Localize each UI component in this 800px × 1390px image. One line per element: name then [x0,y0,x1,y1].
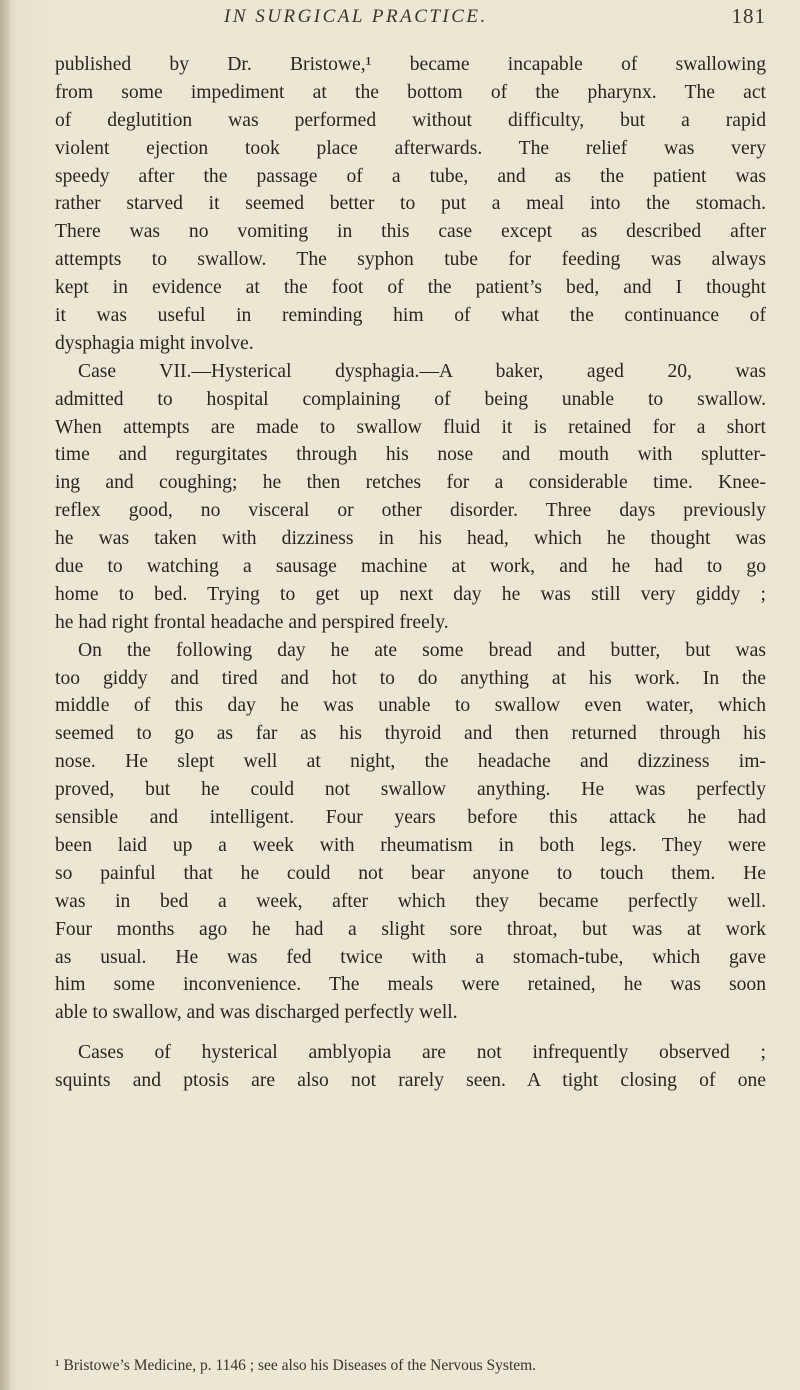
text-line: There was no vomiting in this case except as described after [55,221,766,243]
page-number: 181 [731,4,766,28]
text-line: On the following day he ate some bread and butter, but was [78,639,766,661]
text-line: of deglutition was performed without difficulty, but a rapid [55,109,766,131]
text-line: kept in evidence at the foot of the patient’s bed, and I thought [55,277,766,299]
text-line: attempts to swallow. The syphon tube for feeding was always [55,249,766,271]
text-line: ing and coughing; he then retches for a considerable time. Knee- [55,472,766,494]
text-line: dysphagia might involve. [55,332,254,354]
text-line: home to bed. Trying to get up next day he was still very giddy ; [55,583,766,605]
text-line: speedy after the passage of a tube, and as the patient was [55,165,766,187]
text-line: been laid up a week with rheumatism in both legs. They were [55,834,766,856]
text-line: him some inconvenience. The meals were retained, he was soon [55,974,766,996]
text-line: seemed to go as far as his thyroid and then returned through his [55,723,766,745]
text-line: he had right frontal headache and perspired freely. [55,611,449,633]
running-head [112,4,766,44]
paragraph-gap [55,1027,766,1039]
text-line: rather starved it seemed better to put a meal into the stomach. [55,193,766,215]
footnote: ¹ Bristowe’s Medicine, p. 1146 ; see also his Diseases of the Nervous System. [55,1357,537,1374]
text-line: as usual. He was fed twice with a stomach-tube, which gave [55,946,766,968]
text-line: nose. He slept well at night, the headache and dizziness im- [55,751,766,773]
text-line: violent ejection took place afterwards. The relief was very [55,137,766,159]
text-line: reflex good, no visceral or other disorder. Three days previously [55,500,766,522]
text-line: from some impediment at the bottom of the pharynx. The act [55,81,766,103]
text-line: When attempts are made to swallow fluid it is retained for a short [55,416,766,438]
text-line: was in bed a week, after which they became perfectly well. [55,890,766,912]
binding-edge [0,0,10,1390]
text-line: too giddy and tired and hot to do anything at his work. In the [55,667,766,689]
text-line: admitted to hospital complaining of being unable to swallow. [55,388,766,410]
body-text [55,51,766,1095]
text-line: middle of this day he was unable to swallow even water, which [55,695,766,717]
text-line: so painful that he could not bear anyone to touch them. He [55,862,766,884]
text-line: it was useful in reminding him of what the continuance of [55,305,766,327]
text-line: published by Dr. Bristowe,¹ became incapable of swallowing [55,54,766,75]
text-line: he was taken with dizziness in his head, which he thought was [55,528,766,550]
text-line: Cases of hysterical amblyopia are not infrequently observed ; [78,1042,766,1064]
text-line: Four months ago he had a slight sore throat, but was at work [55,918,766,940]
text-line: Case VII.—Hysterical dysphagia.—A baker, aged 20, was [78,360,766,382]
text-line: proved, but he could not swallow anything. He was perfectly [55,779,766,801]
running-title: IN SURGICAL PRACTICE. [224,6,488,27]
text-line: time and regurgitates through his nose and mouth with splutter- [55,444,766,466]
text-line: squints and ptosis are also not rarely seen. A tight closing of one [55,1070,766,1092]
text-line: due to watching a sausage machine at work, and he had to go [55,556,766,578]
text-line: able to swallow, and was discharged perfectly well. [55,1002,458,1024]
text-line: sensible and intelligent. Four years before this attack he had [55,807,766,829]
